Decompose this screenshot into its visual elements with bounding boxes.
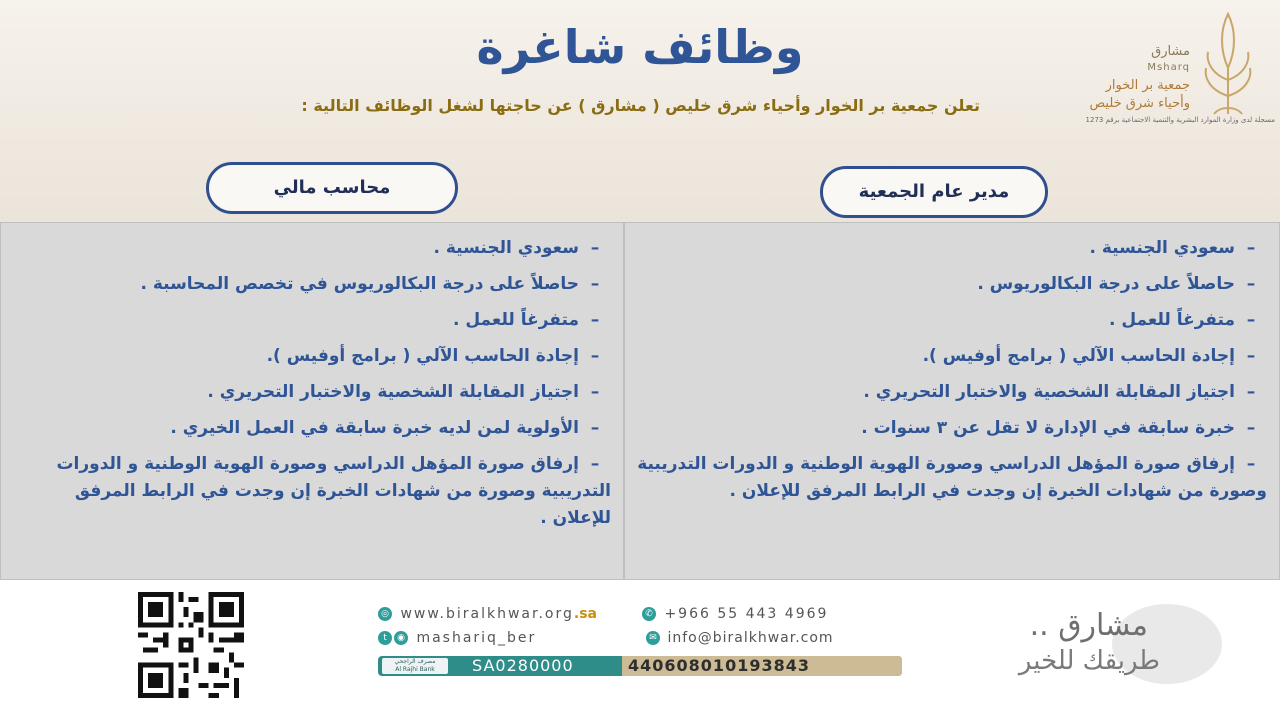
list-item: –إجادة الحاسب الآلي ( برامج أوفيس ). [266, 346, 600, 366]
logo-name-english: Msharq [1147, 62, 1190, 73]
list-item: –سعودي الجنسية . [1089, 238, 1256, 258]
iban-bar [378, 656, 902, 676]
instagram-icon: ◉ [394, 631, 408, 645]
whatsapp-icon: ✆ [642, 607, 656, 621]
bank-logo: مصرف الراجحي Al Rajhi Bank [382, 658, 448, 674]
accountant-requirements-panel [0, 222, 624, 580]
phone-row[interactable] [642, 606, 828, 622]
twitter-icon: t [378, 631, 392, 645]
announcement-text: تعلن جمعية بر الخوار وأحياء شرق خليص ( مشارق ) عن حاجتها لشغل الوظائف التالية : [301, 96, 980, 115]
website-tld: .sa [573, 606, 597, 622]
manager-requirements-panel [624, 222, 1280, 580]
list-item: –الأولوية لمن لديه خبرة سابقة في العمل الخيري . [170, 418, 600, 438]
logo-org-line1: جمعية بر الخوار [1105, 78, 1190, 93]
website-row[interactable] [378, 606, 597, 622]
registration-text: مسجلة لدى وزارة الموارد البشرية والتنمية الاجتماعية برقم 1273 [1085, 116, 1275, 124]
logo-name-arabic: مشارق [1151, 44, 1190, 59]
list-item: –متفرغاً للعمل . [1108, 310, 1256, 330]
list-item: –خبرة سابقة في الإدارة لا تقل عن ٣ سنوات . [861, 418, 1256, 438]
job-title-general-manager: مدير عام الجمعية [820, 166, 1048, 218]
logo-org-line2: وأحياء شرق خليص [1089, 96, 1190, 111]
job-title-accountant: محاسب مالي [206, 162, 458, 214]
iban-prefix: SA0280000 [472, 656, 574, 675]
list-item: –إرفاق صورة المؤهل الدراسي وصورة الهوية الوطنية و الدورات التدريبية وصورة من شهادات الخبرة إن وجدت في الرابط المرفق للإعلان . [56, 454, 611, 528]
qr-code-icon[interactable] [138, 592, 244, 698]
iban-number: 440608010193843 [622, 656, 902, 676]
email-icon: ✉ [646, 631, 660, 645]
list-item: –سعودي الجنسية . [433, 238, 600, 258]
list-item: –حاصلاً على درجة البكالوريوس . [977, 274, 1256, 294]
phone-number[interactable]: +966 55 443 4969 [664, 606, 829, 622]
list-item: –إجادة الحاسب الآلي ( برامج أوفيس ). [922, 346, 1256, 366]
slogan-subtitle: طريقك للخير [1018, 646, 1160, 676]
website-link[interactable]: www.biralkhwar.org [400, 606, 574, 622]
email-row[interactable] [646, 630, 834, 646]
list-item: –حاصلاً على درجة البكالوريوس في تخصص المحاسبة . [140, 274, 600, 294]
page-title: وظائف شاغرة [476, 20, 804, 74]
slogan-title: مشارق .. [1029, 608, 1148, 643]
list-item: –اجتياز المقابلة الشخصية والاختبار التحريري . [207, 382, 600, 402]
list-item: –إرفاق صورة المؤهل الدراسي وصورة الهوية الوطنية و الدورات التدريبية وصورة من شهادات الخبرة إن وجدت في الرابط المرفق للإعلان . [637, 454, 1267, 501]
accountant-requirements-list [11, 235, 611, 541]
manager-requirements-list [637, 235, 1267, 514]
wheat-logo-icon [1198, 10, 1258, 118]
list-item: –اجتياز المقابلة الشخصية والاختبار التحريري . [863, 382, 1256, 402]
globe-icon: ◎ [378, 607, 392, 621]
social-row[interactable] [378, 630, 536, 646]
email-address[interactable]: info@biralkhwar.com [667, 630, 834, 646]
social-handle[interactable]: mashariq_ber [416, 630, 537, 646]
list-item: –متفرغاً للعمل . [452, 310, 600, 330]
